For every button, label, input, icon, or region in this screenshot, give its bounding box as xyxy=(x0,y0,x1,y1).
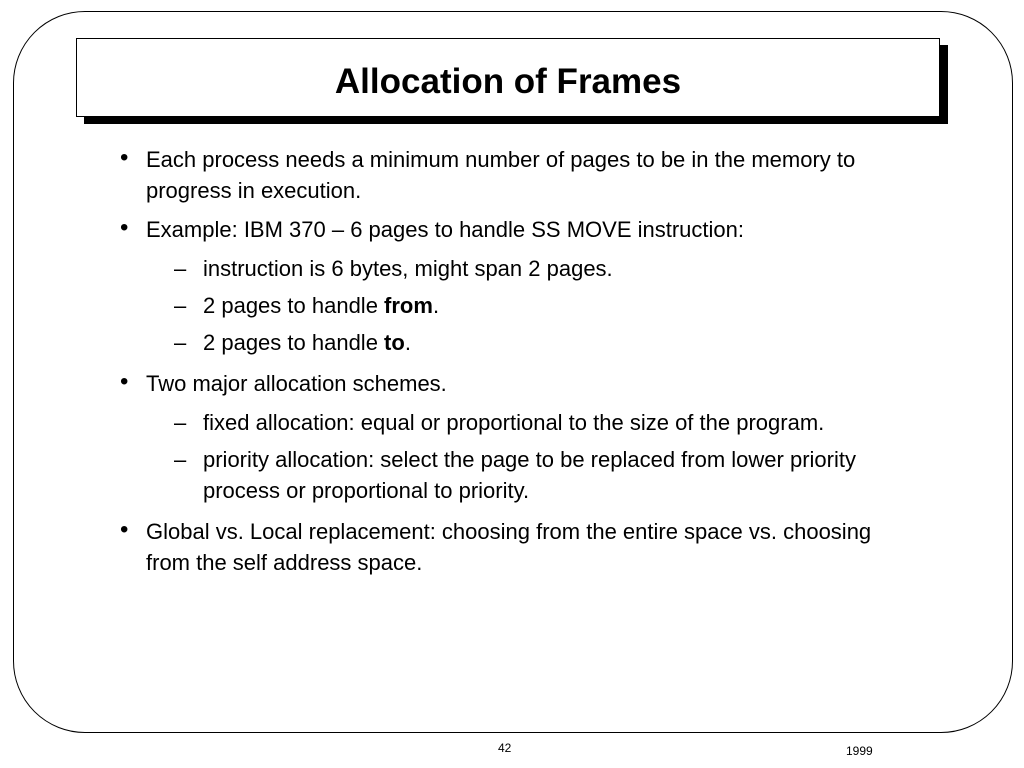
bullet-item xyxy=(118,368,908,399)
sub-bullet-item xyxy=(118,407,908,438)
sub-bullet-marker: – xyxy=(174,447,187,472)
sub-bullet-bold-text: to xyxy=(384,330,405,355)
page-number: 42 xyxy=(498,741,512,755)
sub-bullet-list xyxy=(118,407,908,506)
bullet-marker: • xyxy=(120,144,129,171)
bullet-item xyxy=(118,144,908,206)
sub-bullet-suffix: . xyxy=(404,330,411,355)
sub-bullet-text: instruction is 6 bytes, might span 2 pages. xyxy=(203,256,613,281)
bullet-text: Example: IBM 370 – 6 pages to handle SS MOVE instruction: xyxy=(146,217,744,242)
footer-year: 1999 xyxy=(846,744,873,758)
sub-bullet-suffix: . xyxy=(432,293,440,318)
bullet-marker: • xyxy=(120,214,129,241)
bullet-marker: • xyxy=(120,516,129,543)
bullet-item xyxy=(118,516,908,578)
bullet-text: Each process needs a minimum number of pages to be in the memory to progress in execution. xyxy=(146,147,856,203)
title-box xyxy=(76,38,940,117)
sub-bullet-list xyxy=(118,253,908,358)
sub-bullet-text: priority allocation: select the page to be replaced from lower priority process or proportional to priority. xyxy=(203,447,856,503)
sub-bullet-text: 2 pages to handle xyxy=(203,293,385,318)
sub-bullet-text: fixed allocation: equal or proportional to the size of the program. xyxy=(203,410,825,435)
bullet-text: Two major allocation schemes. xyxy=(146,371,447,396)
slide-content xyxy=(118,144,908,586)
sub-bullet-text: 2 pages to handle xyxy=(203,330,385,355)
sub-bullet-item xyxy=(118,290,908,321)
sub-bullet-bold-text: from xyxy=(384,293,433,318)
sub-bullet-item xyxy=(118,327,908,358)
slide-title: Allocation of Frames xyxy=(334,61,682,101)
bullet-item xyxy=(118,214,908,245)
sub-bullet-item xyxy=(118,444,908,506)
sub-bullet-marker: – xyxy=(174,330,187,355)
sub-bullet-item xyxy=(118,253,908,284)
sub-bullet-marker: – xyxy=(174,293,187,318)
sub-bullet-marker: – xyxy=(174,256,187,281)
bullet-marker: • xyxy=(120,368,129,395)
bullet-text: Global vs. Local replacement: choosing from the entire space vs. choosing from the self address space. xyxy=(146,519,872,575)
sub-bullet-marker: – xyxy=(174,410,187,435)
